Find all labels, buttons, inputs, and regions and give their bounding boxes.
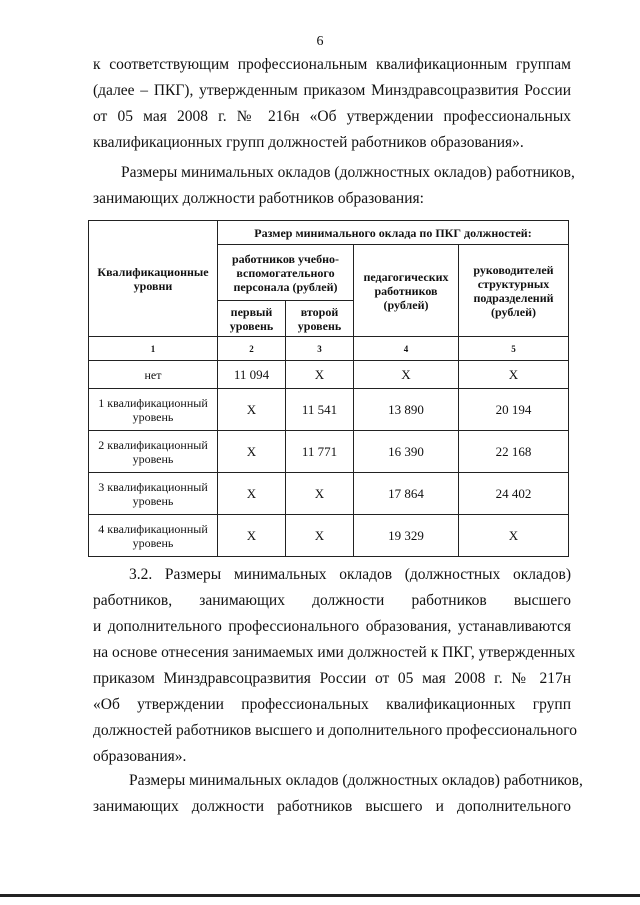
heads-cell: 24 402 bbox=[459, 473, 569, 515]
heads-cell: 22 168 bbox=[459, 431, 569, 473]
second-level-cell: X bbox=[286, 515, 354, 557]
table-header-row bbox=[89, 221, 569, 245]
text-line: Размеры минимальных окладов (должностных окладов) работников, bbox=[121, 164, 575, 181]
text-line: образования». bbox=[93, 748, 187, 765]
text-line: занимающих должности работников высшего и дополнительного bbox=[93, 798, 571, 815]
heads-cell: X bbox=[459, 515, 569, 557]
column-number: 4 bbox=[354, 337, 459, 361]
level-cell: нет bbox=[89, 361, 218, 389]
table-row bbox=[89, 389, 569, 431]
first-level-cell: X bbox=[218, 431, 286, 473]
text-line: «Об утверждении профессиональных квалификационных групп bbox=[93, 696, 571, 713]
table-row bbox=[89, 361, 569, 389]
pedagogical-cell: 17 864 bbox=[354, 473, 459, 515]
first-level-cell: 11 094 bbox=[218, 361, 286, 389]
header-qualification-levels: Квалификационные уровни bbox=[89, 221, 218, 337]
level-cell: 4 квалификационный уровень bbox=[89, 515, 218, 557]
text-line: должностей работников высшего и дополнительного профессионального bbox=[93, 722, 578, 739]
first-level-cell: X bbox=[218, 473, 286, 515]
level-cell: 2 квалификационный уровень bbox=[89, 431, 218, 473]
text-line: на основе отнесения занимаемых ими должностей к ПКГ, утвержденных bbox=[93, 644, 576, 661]
pedagogical-cell: 19 329 bbox=[354, 515, 459, 557]
second-level-cell: 11 771 bbox=[286, 431, 354, 473]
first-level-cell: X bbox=[218, 389, 286, 431]
text-line: работников, занимающих должности работников высшего bbox=[93, 592, 571, 609]
column-number: 2 bbox=[218, 337, 286, 361]
level-cell: 3 квалификационный уровень bbox=[89, 473, 218, 515]
text-line: (далее – ПКГ), утвержденным приказом Минздравсоцразвития России bbox=[93, 82, 571, 99]
second-level-cell: X bbox=[286, 473, 354, 515]
text-line: приказом Минздравсоцразвития России от 05 мая 2008 г. № 217н bbox=[93, 670, 571, 687]
header-support-staff: работников учебно-вспомогательного персонала (рублей) bbox=[218, 245, 354, 301]
table-intro-paragraph bbox=[93, 160, 575, 212]
table-row bbox=[89, 473, 569, 515]
text-line: к соответствующим профессиональным квалификационным группам bbox=[93, 56, 571, 73]
column-number-row bbox=[89, 337, 569, 361]
header-second-level: второй уровень bbox=[286, 301, 354, 337]
intro-paragraph bbox=[93, 52, 571, 156]
salary-table bbox=[88, 220, 569, 557]
header-pedagogical: педагогических работников (рублей) bbox=[354, 245, 459, 337]
column-number: 5 bbox=[459, 337, 569, 361]
pedagogical-cell: X bbox=[354, 361, 459, 389]
header-department-heads: руководителей структурных подразделений (рублей) bbox=[459, 245, 569, 337]
text-line: квалификационных групп должностей работников образования». bbox=[93, 134, 524, 151]
column-number: 1 bbox=[89, 337, 218, 361]
heads-cell: X bbox=[459, 361, 569, 389]
second-level-cell: X bbox=[286, 361, 354, 389]
page-number: 6 bbox=[316, 34, 324, 49]
first-level-cell: X bbox=[218, 515, 286, 557]
level-cell: 1 квалификационный уровень bbox=[89, 389, 218, 431]
heads-cell: 20 194 bbox=[459, 389, 569, 431]
text-line: Размеры минимальных окладов (должностных окладов) работников, bbox=[129, 772, 583, 789]
table-row bbox=[89, 515, 569, 557]
header-minimum-salary: Размер минимального оклада по ПКГ должностей: bbox=[218, 221, 569, 245]
section-3-2-paragraph bbox=[93, 562, 578, 770]
text-line: занимающих должности работников образования: bbox=[93, 190, 424, 207]
text-line: и дополнительного профессионального образования, устанавливаются bbox=[93, 618, 571, 635]
text-line: 3.2. Размеры минимальных окладов (должностных окладов) bbox=[129, 566, 571, 583]
text-line: от 05 мая 2008 г. № 216н «Об утверждении профессиональных bbox=[93, 108, 571, 125]
table-row bbox=[89, 431, 569, 473]
page-bottom-rule bbox=[0, 894, 640, 897]
pedagogical-cell: 13 890 bbox=[354, 389, 459, 431]
second-level-cell: 11 541 bbox=[286, 389, 354, 431]
closing-paragraph bbox=[93, 768, 583, 820]
pedagogical-cell: 16 390 bbox=[354, 431, 459, 473]
column-number: 3 bbox=[286, 337, 354, 361]
header-first-level: первый уровень bbox=[218, 301, 286, 337]
